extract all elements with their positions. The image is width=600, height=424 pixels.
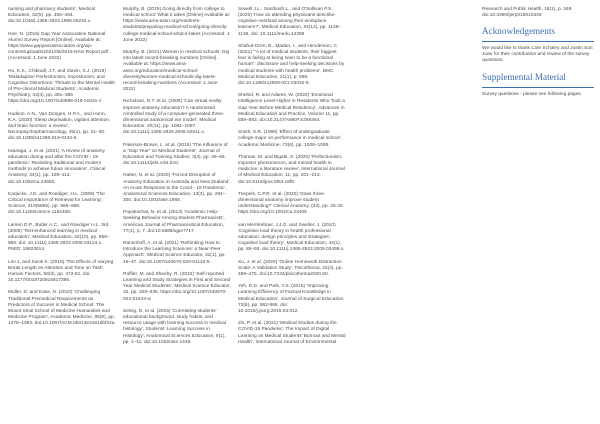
reference-entry: Muller, D. and Kase, N. (2010) 'Challenging Traditional Premedical Requirements as Predictors of Success in Medical School: The Mount Sinai School of Medicine Humanities and Medicine Program', Academic Medicine, 85(8), pp. 1378–1383. doi:10.1097/ACM.0b013e3181dbf22a. <box>8 290 116 327</box>
reference-entry: Thomas, M. and Bigatti, S. (2020) 'Perfectionism, impostor phenomenon, and mental health in medicine: a literature review', International Journal of Medical Education, 11, pp. 201–213. doi:10.5116/ijme.5f54.c8f8. <box>238 154 345 185</box>
reference-entry: Paterson-Brown, L. et al. (2015) 'The Influence of a "Gap Year" on Medical Students', Journal of Education and Training Studies, 3(4), pp. 49–56. doi:10.11114/jets.v3i4.810. <box>123 142 228 166</box>
reference-entry: Hatter, N. et al. (2020) 'Forced Disruption of Anatomy Education in Australia and New Zealand: An Acute Response to the Covid - 19 Pandemic', Anatomical Sciences Education, 13(3), pp. 284–300. doi:10.1002/ase.1968. <box>123 173 230 203</box>
reference-entry: Roffler, M. and Sheehy, R. (2022) 'Self-reported Learning and Study Strategies in First and Second Year Medical Students', Medical Science Educator, 32, pp. 329–335, https://doi.org/10.1007/s40670-022-01533-w <box>123 271 231 302</box>
reference-entry: Hoe, N. (2016) Gap Year Association National Alumni Survey Report [Online]. Available at: https://www.gapyearassociation.org/wp-content/uploads/2021/05/2015-NAS-Report.pdf (Accessed: 1 June 2022) <box>8 31 109 62</box>
acknowledgements-text: We would like to thank Cole Schaley and Justin San Juan for their contribution and review of the survey questions. <box>482 45 593 63</box>
reference-entry: Shahat-Oren, B., Madan, I., and Henderson, C. (2021) '"A lot of medical students, their biggest fear is failing at being seen to be a functional human": disclosure and help-seeking decisions by medical students with health problems', BMC Medical Education, 21(1), p. 599. doi:10.1186/s12909-021-03032-9. <box>238 43 345 86</box>
heading-rule <box>482 87 594 88</box>
reference-entry: Triepels, C.P.R. et al. (2020) 'Does three-dimensional anatomy improve student understanding?' Clinical Anatomy, (33), pp. 25-33. https://doi.org/10.1002/ca.23405 <box>238 191 344 216</box>
reference-entry: Ransohoff, A. et al. (2021) 'Rethinking How to Introduce the Learning Sciences: a Near-Peer Approach', Medical Science Educator, 31(1), pp. 45–47. doi:10.1007/s40670-020-01142-5. <box>123 241 226 265</box>
reference-entry: Zis, P. et al. (2021) 'Medical Studies during the COVID-19 Pandemic: The Impact of Digital Learning on Medical Students' Burnout and Mental Health', International Journal of Environmental <box>238 321 346 345</box>
reference-entry: Larsen D.P., Butler A.C., and Roediger H.L. 3rd. (2008) 'Test-enhanced learning in medical education', Medical Education, 42(10), pp. 959–966. doi: 10.1111/j.1365-2923.2008.03124.x. PMID: 18823514. <box>8 222 110 253</box>
supplemental-heading: Supplemental Material <box>482 71 566 82</box>
heading-rule <box>482 41 594 42</box>
reference-column-1 <box>8 7 116 334</box>
reference-entry: Iwanaga, J. et al. (2021) 'A review of anatomy education during and after the COVID - 19 pandemic: Revisiting traditional and modern methods to achieve future innovation', Clinical Anatomy, 34(1), pp. 108–114. doi:10.1002/ca.23655. <box>8 148 106 185</box>
reference-entry: Payakachat, N. et al. (2013) 'Academic Help-Seeking Behavior Among Student Pharmacists', American Journal of Pharmaceutical Education, 77(1), p. 7. doi:10.5688/ajpe7717. <box>123 210 225 234</box>
reference-entry: Nicholson, D.T. et al. (2006) 'Can virtual reality improve anatomy education? A randomised controlled study of a computer-generated three-dimensional anatomical ear model', Medical Education, 40(11), pp. 1081–1087. doi:10.1111/j.1365-2929.2006.02611.x. <box>123 99 225 136</box>
reference-entry: Murphy, B. (2021) Women in medical schools: Dig into latest record-breaking numbers [Online]. Available at: https://www.ama-assn.org/education/medical-school-diversity/women-medical-schools-dig-latest-record-breaking-numbers (Accessed: 1 June 2022) <box>123 50 230 93</box>
final-column <box>482 7 594 104</box>
reference-entry: van Merriënboer, J.J.G. and Sweller, J. (2010) 'Cognitive load theory in health professional education: design principles and strategies', Cognitive load theory', Medical Education, 44(1), pp. 85–93. doi:10.1111/j.1365-2923.2009.03498.x. <box>238 222 345 253</box>
reference-entry: Hu, K.S., Chibnall, J.T, and Slavin, S.J. (2019) 'Maladaptive Perfectionism, Impostorism, and Cognitive Distortions: Threats to the Mental Health of Pre-clinical Medical Students', Academic Psychiatry, 43(4), pp. 381–385 https://doi.org/10.1007/s40596-019-01031-z <box>8 68 116 105</box>
reference-entry: Karpicke, J.D. and Roediger, H.L. (2008) 'The Critical Importance of Retrieval for Learning', Science, 319(5865), pp. 966–968. doi:10.1126/science.1152408. <box>8 191 105 216</box>
acknowledgements-heading: Acknowledgements <box>482 25 555 36</box>
reference-entry: Lim J, and Kwok K. (2015) 'The Effects of Varying Break Length on Attention and Time on Task', Human Factors, 58(3), pp. 472-81. doi: 10.1177/0018720815617395. <box>8 259 114 284</box>
reference-entry: Hudson, A.N., Van Dongen, H.P.A., and Honn, K.A. (2020) 'Sleep deprivation, vigilant attention, and brain function: a review', Neuropsychopharmacology, 45(1), pp. 21–30. doi:10.1038/s41386-019-0432-6. <box>8 111 111 142</box>
reference-entry: nursing and pharmacy students', Medical Education, 32(5), pp. 456–464. doi:10.1046/j.1365-2923.1998.00234.x. <box>8 7 96 25</box>
reference-entry: Sewell J.L., Santhosh L., and O'Sullivan P.S. (2020) 'How do attending physicians describe cognitive overload among their workplace learners?', Medical Education, 54(12), pp. 1129–1136. doi: 10.1111/medu.14289 <box>238 7 341 37</box>
reference-entry: Shehid, R. and Adams, W. (2020) 'Emotional Intelligence Level Higher in Residents Who Took a Gap Year Before Medical Residency', Advances in Medical Education and Practice, Volume 11, pp. 559–563. doi:10.2147/AMEP.S266464. <box>238 93 345 123</box>
reference-entry: Xu, J. et al. (2020) 'Online Homework Distraction Scale: A Validation Study', Psicothema, 32(4), pp. 469–475. doi:10.7334/psicothema2020.60. <box>238 259 343 277</box>
reference-entry: Murphy, B. (2019) Going directly from college to medical school: What it takes [Online] Available at: https://www.ama-assn.org/residents-students/preparing-medical-school/going-directly-college-medical-school-what-it-takes (Accessed: 1 June 2022) <box>123 7 231 43</box>
reference-column-2 <box>123 7 231 352</box>
supplemental-text: Survey questions - please see following pages. <box>482 91 582 97</box>
reference-entry: Selvig, D. et al. (2015) 'Correlating students' educational background, study habits, and resource usage with learning success in medical histology', Students' Learning Success in Histology', Anatomical Sciences Education, 8(1), pp. 1–11. doi:10.1002/ase.1449. <box>123 308 226 345</box>
reference-entry: Yeh, D.D. and Park, Y.S. (2015) 'Improving Learning Efficiency of Factual Knowledge in Medical Education', Journal of Surgical Education, 72(6), pp. 882-889. doi: 10.1016/j.jsurg.2015.03.012. <box>238 284 345 314</box>
reference-entry: Smith, S.R. (1996) 'Effect of undergraduate college major on performance in medical school', Academic Medicine, 73(6), pp. 1006–1008. <box>238 130 342 148</box>
reference-continuation: Research and Public Health, 18(1), p. 349. doi:10.3390/ijerph18010349 <box>482 7 573 19</box>
reference-column-3 <box>238 7 346 352</box>
